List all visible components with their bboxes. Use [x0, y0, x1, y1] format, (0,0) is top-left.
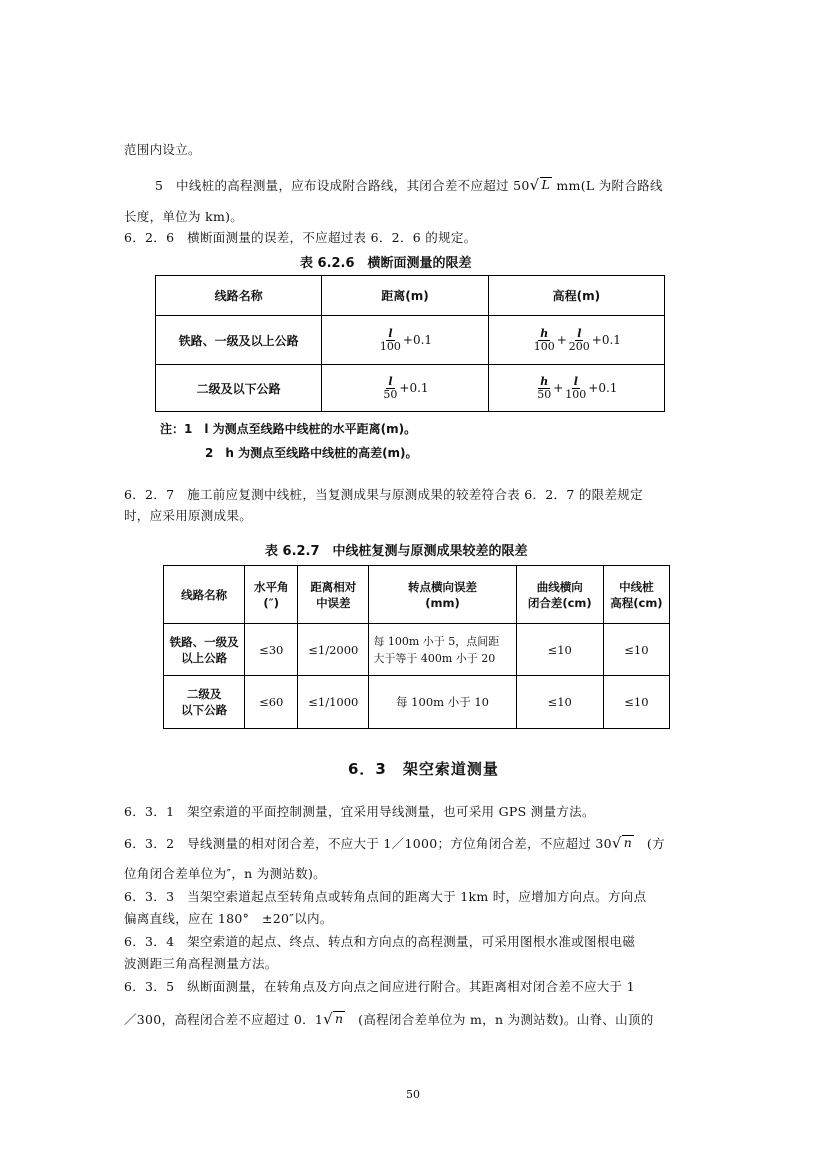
numerator: l — [573, 374, 578, 388]
table-row — [156, 316, 665, 365]
radicand: n — [335, 1011, 344, 1026]
cell-text: 二级及 以下公路 — [181, 687, 228, 717]
table-6-2-7 — [163, 565, 670, 729]
formula-tail: +0.1 — [588, 380, 618, 395]
section-heading: 6．3 架空索道测量 — [348, 760, 499, 778]
paragraph-continuation: 偏离直线，应在 180° ±20″以内。 — [124, 911, 333, 926]
table-cell: ≤10 — [516, 676, 603, 729]
table-row — [156, 365, 665, 412]
table-header-cell — [298, 566, 369, 624]
numerator: h — [540, 374, 549, 388]
numerator: h — [540, 326, 549, 340]
header-text: 曲线横向 闭合差(cm) — [527, 579, 592, 610]
paragraph-continuation: 时，应采用原测成果。 — [124, 508, 253, 523]
paragraph-6-3-5: 6．3．5 纵断面测量，在转角点及方向点之间应进行附合。其距离相对闭合差不应大于 1 — [124, 979, 635, 994]
table-cell-elevation — [488, 365, 664, 412]
table-cell-distance — [322, 316, 488, 365]
paragraph-6-3-4: 6．3．4 架空索道的起点、终点、转点和方向点的高程测量，可采用图根水准或图根电磁 — [124, 934, 636, 949]
text-segment: (高程闭合差单位为 m，n 为测站数)。山脊、山顶的 — [345, 1012, 654, 1027]
table-cell: ≤10 — [516, 624, 603, 676]
header-text: 距离相对 中误差 — [310, 579, 357, 610]
table-cell-distance — [322, 365, 488, 412]
table-cell: ≤60 — [245, 676, 298, 729]
table-header-cell: 线路名称 — [156, 276, 322, 316]
sqrt-expression — [530, 177, 552, 192]
fraction — [381, 376, 399, 401]
denominator: 100 — [533, 339, 555, 353]
table-6-2-6 — [155, 275, 665, 412]
paragraph-6-2-7: 6．2．7 施工前应复测中线桩，当复测成果与原测成果的较差符合表 6．2．7 的限差规定 — [124, 487, 643, 502]
sqrt-expression — [323, 1011, 345, 1026]
table-header-row — [156, 276, 665, 316]
table-cell-route — [164, 676, 245, 729]
header-text: 线路名称 — [181, 587, 228, 602]
denominator: 200 — [568, 339, 590, 353]
radicand: n — [623, 835, 633, 850]
table-cell: 每 100m 小于 10 — [369, 676, 516, 729]
paragraph-continuation: 位角闭合差单位为″，n 为测站数)。 — [124, 866, 326, 881]
table-header-cell — [516, 566, 603, 624]
cell-text: 铁路、一级及 以上公路 — [169, 634, 239, 665]
fraction — [532, 328, 557, 353]
table-note-1: 注：1 l 为测点至线路中线桩的水平距离(m)。 — [160, 422, 417, 436]
paragraph-continuation — [124, 1010, 654, 1028]
fraction — [378, 328, 403, 353]
table-header-cell — [603, 566, 669, 624]
denominator: 100 — [565, 387, 587, 401]
plus-sign: + — [553, 380, 564, 395]
header-text: 转点横向误差 (mm) — [408, 579, 478, 610]
table-cell: ≤1/2000 — [298, 624, 369, 676]
table-row — [164, 624, 670, 676]
paragraph-6-3-1: 6．3．1 架空索道的平面控制测量，宜采用导线测量，也可采用 GPS 测量方法。 — [124, 804, 595, 819]
paragraph-continuation: 范围内设立。 — [124, 142, 201, 157]
table-cell: ≤10 — [603, 676, 669, 729]
table-cell-route: 铁路、一级及以上公路 — [156, 316, 322, 365]
formula-tail: +0.1 — [399, 380, 429, 395]
radicand: L — [541, 177, 551, 192]
table-cell-elevation — [488, 316, 664, 365]
denominator: 50 — [383, 387, 398, 401]
paragraph-6-3-2 — [124, 834, 665, 852]
plus-sign: + — [556, 332, 567, 347]
paragraph-continuation: 波测距三角高程测量方法。 — [124, 956, 278, 971]
table-cell-route — [164, 624, 245, 676]
denominator: 100 — [379, 339, 401, 353]
table-header-row — [164, 566, 670, 624]
table-cell: ≤1/1000 — [298, 676, 369, 729]
formula-tail: +0.1 — [591, 332, 621, 347]
header-text: 水平角 (″) — [253, 579, 289, 610]
text-segment: (方 — [634, 836, 665, 851]
table-cell: ≤30 — [245, 624, 298, 676]
text-segment: mm(L 为附合路线 — [552, 178, 663, 193]
paragraph-6-3-3: 6．3．3 当架空索道起点至转角点或转角点间的距离大于 1km 时，应增加方向点。方向点 — [124, 889, 647, 904]
numerator: l — [388, 374, 393, 388]
paragraph-continuation: 长度，单位为 km)。 — [124, 209, 244, 224]
table-note-2: 2 h 为测点至线路中线桩的高差(m)。 — [205, 446, 418, 460]
sqrt-icon: √ — [323, 1010, 333, 1028]
table-row — [164, 676, 670, 729]
fraction — [535, 376, 553, 401]
text-segment: ／300，高程闭合差不应超过 0．1 — [124, 1012, 324, 1027]
paragraph-6-2-5-item-5 — [155, 176, 663, 194]
sqrt-expression — [612, 835, 634, 850]
table-header-cell — [164, 566, 245, 624]
table-cell-route: 二级及以下公路 — [156, 365, 322, 412]
table-header-cell: 高程(m) — [488, 276, 664, 316]
header-text: 中线桩 高程(cm) — [610, 579, 663, 610]
numerator: l — [577, 326, 582, 340]
table-cell: ≤10 — [603, 624, 669, 676]
text-segment: 6．3．2 导线测量的相对闭合差，不应大于 1／1000；方位角闭合差，不应超过 30 — [124, 836, 612, 851]
formula-tail: +0.1 — [402, 332, 433, 347]
table-caption: 表 6.2.6 横断面测量的限差 — [300, 256, 472, 271]
paragraph-6-2-6: 6．2．6 横断面测量的误差，不应超过表 6．2．6 的规定。 — [124, 230, 477, 245]
table-cell — [369, 624, 516, 676]
text-segment: 5 中线桩的高程测量，应布设成附合路线，其闭合差不应超过 50 — [155, 178, 530, 193]
table-header-cell: 距离(m) — [322, 276, 488, 316]
sqrt-icon: √ — [611, 834, 622, 852]
denominator: 50 — [537, 387, 552, 401]
sqrt-icon: √ — [529, 176, 540, 194]
fraction — [567, 328, 592, 353]
table-header-cell — [245, 566, 298, 624]
cell-text: 每 100m 小于 5，点间距 大于等于 400m 小于 20 — [373, 634, 500, 665]
fraction — [563, 376, 588, 401]
table-header-cell — [369, 566, 516, 624]
table-caption: 表 6.2.7 中线桩复测与原测成果较差的限差 — [265, 544, 528, 559]
numerator: l — [388, 326, 393, 340]
page-number: 50 — [406, 1088, 420, 1101]
